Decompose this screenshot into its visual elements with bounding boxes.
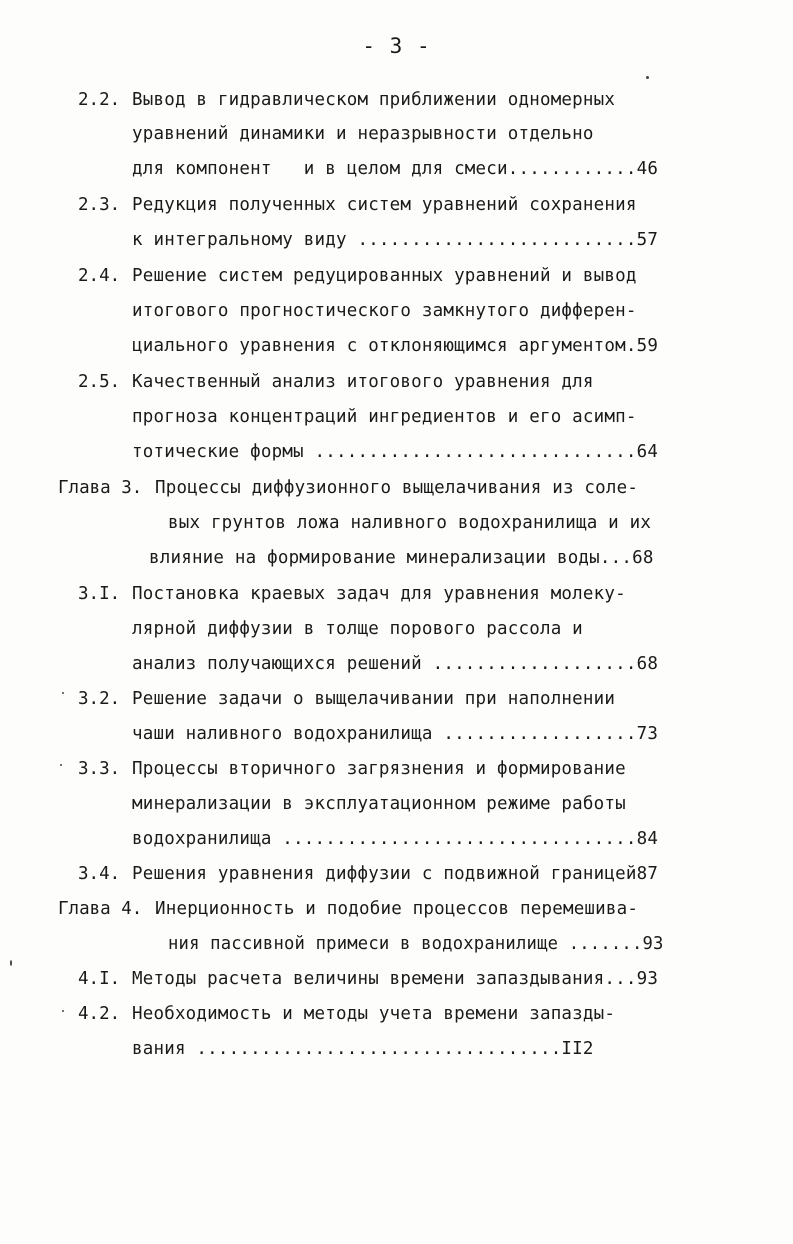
scan-speck [646, 76, 649, 79]
scan-speck [60, 764, 62, 766]
scan-speck [10, 960, 12, 966]
toc-entry-line: Процессы вторичного загрязнения и формирование [132, 759, 626, 779]
toc-entry-line: прогноза концентраций ингредиентов и его асимп- [132, 407, 637, 427]
toc-entry-line: Качественный анализ итогового уравнения для [132, 372, 594, 392]
toc-entry-line: анализ получающихся решений ...................68 [132, 654, 659, 674]
toc-entry-line: влияние на формирование минерализации воды...68 [149, 548, 654, 568]
toc-entry-line: Методы расчета величины времени запаздывания...93 [132, 969, 659, 989]
toc-entry-line: Постановка краевых задач для уравнения молеку- [132, 584, 626, 604]
toc-entry-number: 3.4. [78, 864, 121, 884]
scan-speck [62, 692, 64, 694]
toc-entry-line: Решения уравнения диффузии с подвижной границей87 [132, 864, 659, 884]
toc-entry-line: чаши наливного водохранилища ..................73 [132, 724, 659, 744]
toc-entry-line: Редукция полученных систем уравнений сохранения [132, 195, 637, 215]
scan-speck [62, 1010, 64, 1012]
toc-entry-number: 4.I. [78, 969, 121, 989]
toc-entry-line: вых грунтов ложа наливного водохранилища и их [168, 513, 652, 533]
toc-entry-line: итогового прогностического замкнутого дифферен- [132, 301, 637, 321]
toc-entry-line: ния пассивной примеси в водохранилище .......93 [168, 934, 664, 954]
toc-entry-line: циального уравнения с отклоняющимся аргументом.59 [132, 336, 659, 356]
chapter-label: Глава 4. [58, 899, 143, 919]
toc-entry-line: для компонент и в целом для смеси............46 [132, 159, 659, 179]
toc-entry-line: тотические формы ..............................64 [132, 442, 659, 462]
toc-entry-line: Инерционность и подобие процессов перемешива- [155, 899, 639, 919]
chapter-label: Глава 3. [58, 478, 143, 498]
toc-entry-number: 4.2. [78, 1004, 121, 1024]
toc-entry-line: минерализации в эксплуатационном режиме работы [132, 794, 626, 814]
toc-entry-number: 3.I. [78, 584, 121, 604]
toc-entry-number: 2.3. [78, 195, 121, 215]
toc-entry-line: Необходимость и методы учета времени запазды- [132, 1004, 616, 1024]
toc-entry-line: Процессы диффузионного выщелачивания из соле- [155, 478, 639, 498]
toc-entry-line: Вывод в гидравлическом приближении одномерных [132, 90, 616, 110]
toc-entry-number: 3.3. [78, 759, 121, 779]
toc-entry-line: Решение задачи о выщелачивании при наполнении [132, 689, 616, 709]
toc-entry-number: 3.2. [78, 689, 121, 709]
toc-entry-line: Решение систем редуцированных уравнений и вывод [132, 266, 637, 286]
toc-entry-number: 2.2. [78, 90, 121, 110]
toc-entry-line: вания ..................................II2 [132, 1039, 594, 1059]
toc-entry-line: к интегральному виду ..........................57 [132, 230, 659, 250]
page-number: - 3 - [362, 34, 431, 58]
toc-entry-line: лярной диффузии в толще порового рассола и [132, 619, 583, 639]
toc-entry-line: водохранилища .................................84 [132, 829, 659, 849]
toc-entry-number: 2.5. [78, 372, 121, 392]
toc-entry-number: 2.4. [78, 266, 121, 286]
toc-entry-line: уравнений динамики и неразрывности отдельно [132, 124, 594, 144]
